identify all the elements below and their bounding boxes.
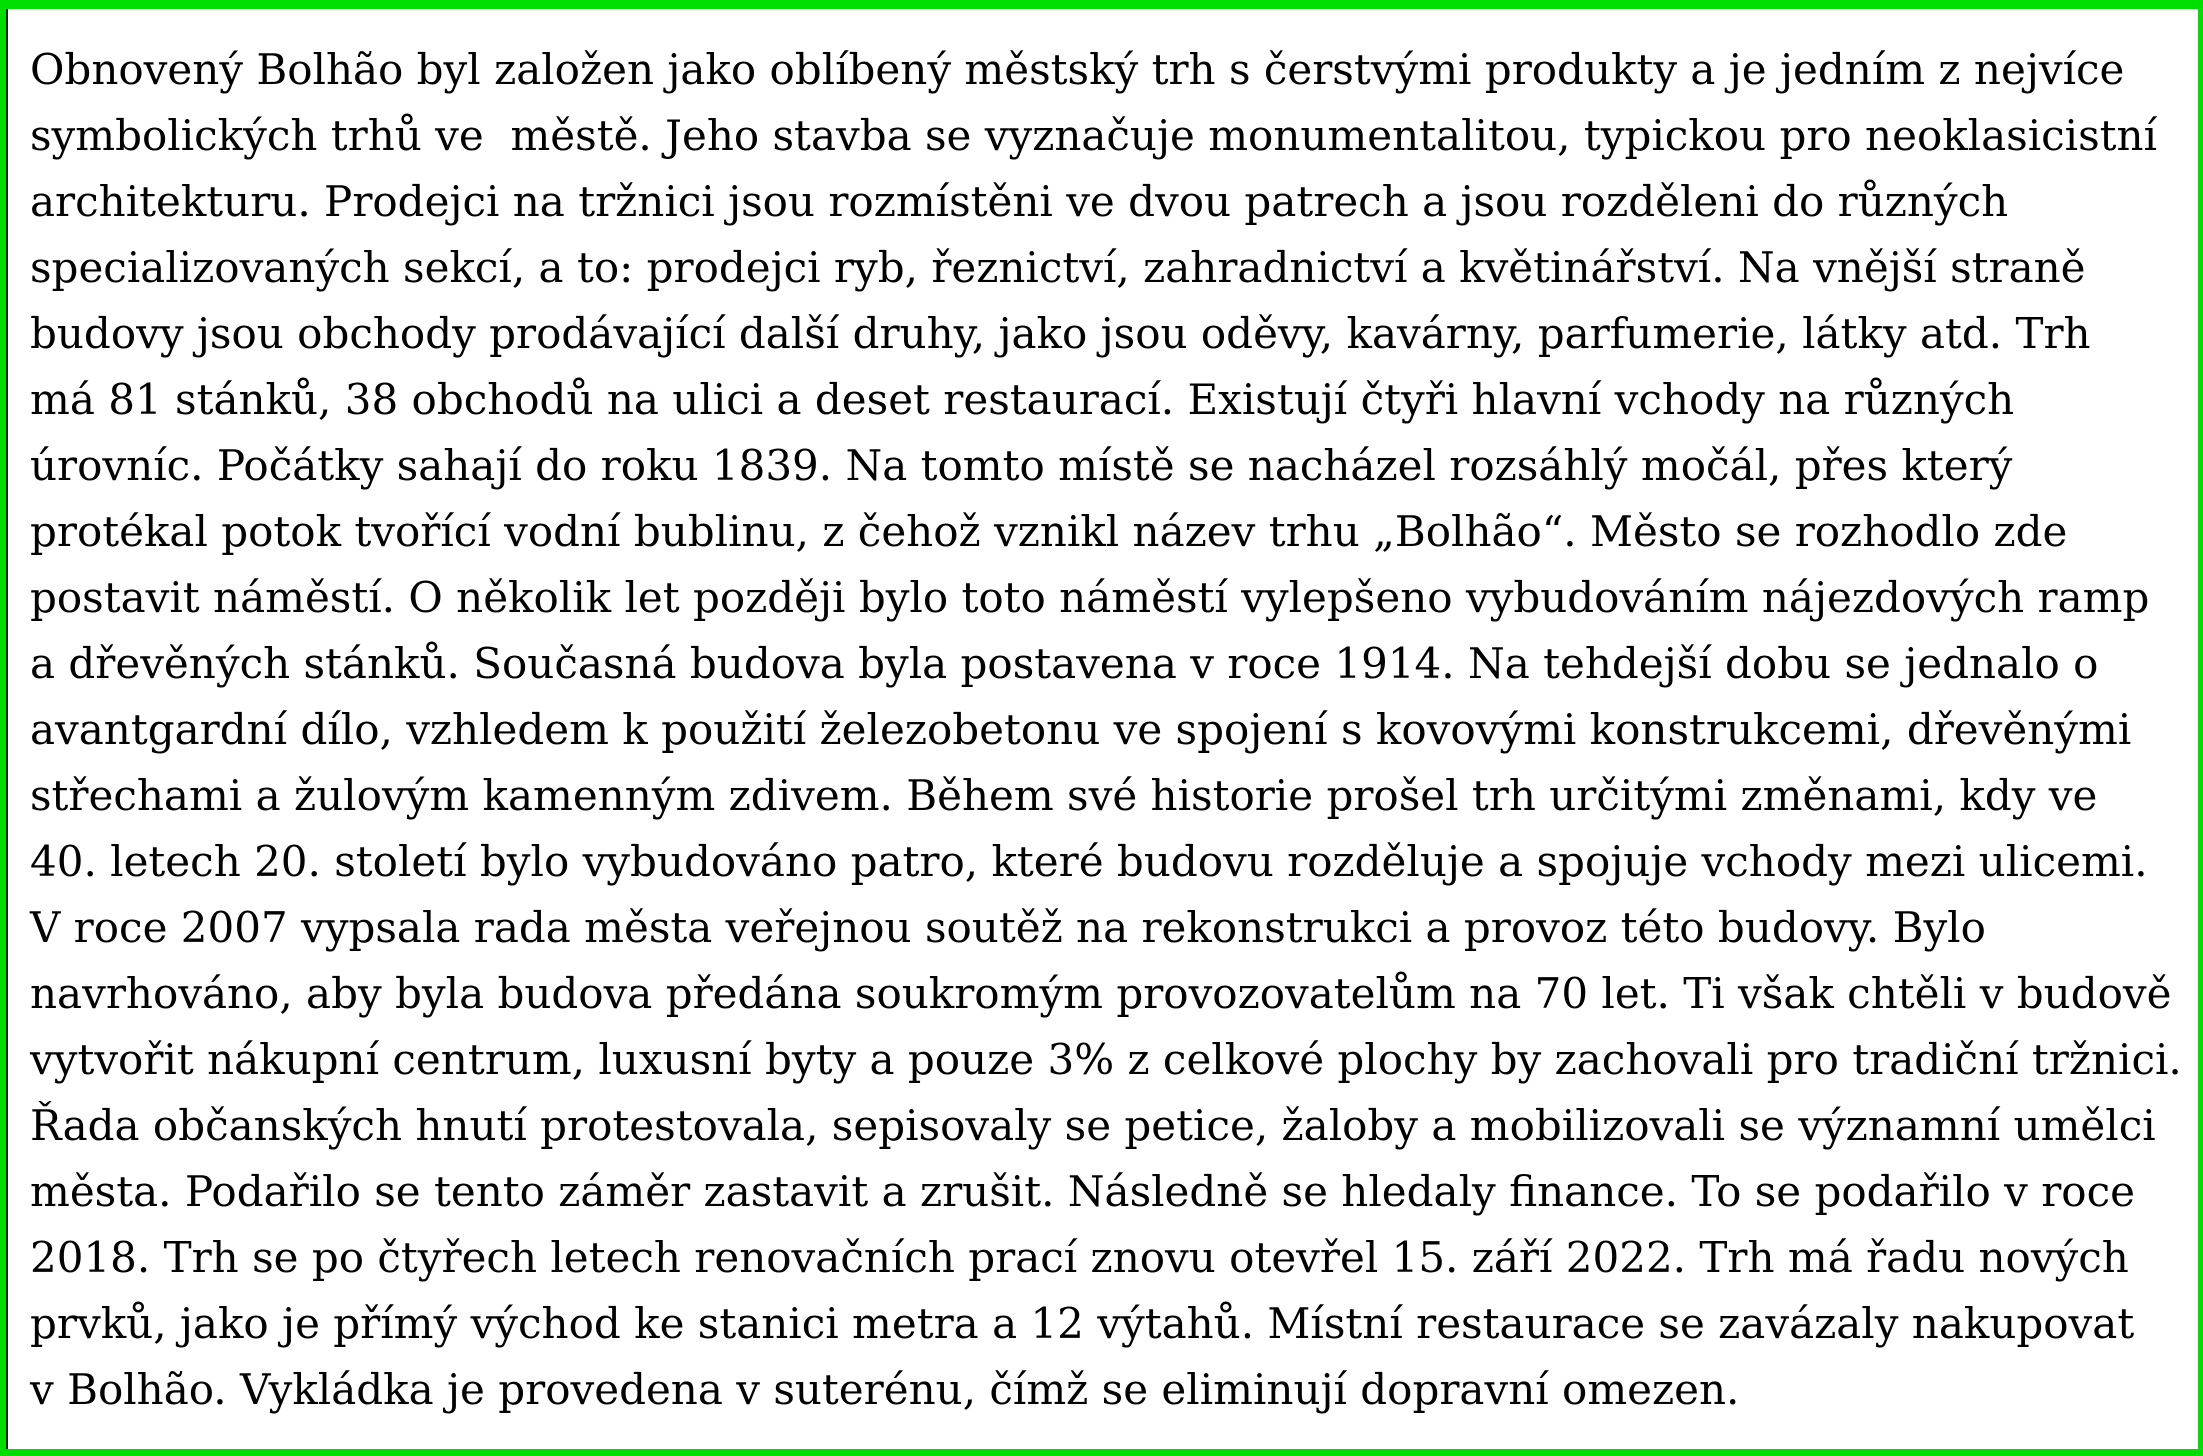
- text-line: postavit náměstí. O několik let později bylo toto náměstí vylepšeno vybudováním nájezdových ramp: [30, 573, 2150, 622]
- text-line: V roce 2007 vypsala rada města veřejnou soutěž na rekonstrukci a provoz této budovy. Bylo: [30, 903, 1986, 952]
- text-line: navrhováno, aby byla budova předána soukromým provozovatelům na 70 let. Ti však chtěli v budově: [30, 969, 2172, 1018]
- text-line: a dřevěných stánků. Současná budova byla postavena v roce 1914. Na tehdejší dobu se jednalo o: [30, 639, 2099, 688]
- text-line: Řada občanských hnutí protestovala, sepisovaly se petice, žaloby a mobilizovali se významní umělci: [30, 1101, 2156, 1150]
- text-line: střechami a žulovým kamenným zdivem. Během své historie prošel trh určitými změnami, kdy ve: [30, 771, 2098, 820]
- text-line: Obnovený Bolhão byl založen jako oblíbený městský trh s čerstvými produkty a je jedním z nejvíce: [30, 45, 2125, 94]
- text-line: protékal potok tvořící vodní bublinu, z čehož vznikl název trhu „Bolhão“. Město se rozhodlo zde: [30, 507, 2068, 556]
- text-line: specializovaných sekcí, a to: prodejci ryb, řeznictví, zahradnictví a květinářství. Na vnější straně: [30, 243, 2086, 292]
- text-line: 2018. Trh se po čtyřech letech renovačních prací znovu otevřel 15. září 2022. Trh má řadu nových: [30, 1233, 2129, 1282]
- text-line: města. Podařilo se tento záměr zastavit a zrušit. Následně se hledaly finance. To se podařilo v roce: [30, 1167, 2135, 1216]
- text-line: avantgardní dílo, vzhledem k použití železobetonu ve spojení s kovovými konstrukcemi, dřevěnými: [30, 705, 2132, 754]
- text-line: architekturu. Prodejci na tržnici jsou rozmístěni ve dvou patrech a jsou rozděleni do různých: [30, 177, 2009, 226]
- text-line: budovy jsou obchody prodávající další druhy, jako jsou oděvy, kavárny, parfumerie, látky atd. Trh: [30, 309, 2091, 358]
- text-line: úrovníc. Počátky sahají do roku 1839. Na tomto místě se nacházel rozsáhlý močál, přes který: [30, 441, 2013, 490]
- text-line: vytvořit nákupní centrum, luxusní byty a pouze 3% z celkové plochy by zachovali pro tradiční tržnici.: [30, 1035, 2182, 1084]
- paragraph-text: [6, 9, 2198, 1423]
- text-line: prvků, jako je přímý východ ke stanici metra a 12 výtahů. Místní restaurace se zavázaly nakupovat: [30, 1299, 2135, 1348]
- text-line: v Bolhão. Vykládka je provedena v suterénu, čímž se eliminují dopravní omezen.: [30, 1365, 1740, 1414]
- text-line: symbolických trhů ve městě. Jeho stavba se vyznačuje monumentalitou, typickou pro neoklasicistní: [30, 111, 2158, 160]
- text-line: má 81 stánků, 38 obchodů na ulici a deset restaurací. Existují čtyři hlavní vchody na různých: [30, 375, 2015, 424]
- text-line: 40. letech 20. století bylo vybudováno patro, které budovu rozděluje a spojuje vchody mezi ulicemi.: [30, 837, 2148, 886]
